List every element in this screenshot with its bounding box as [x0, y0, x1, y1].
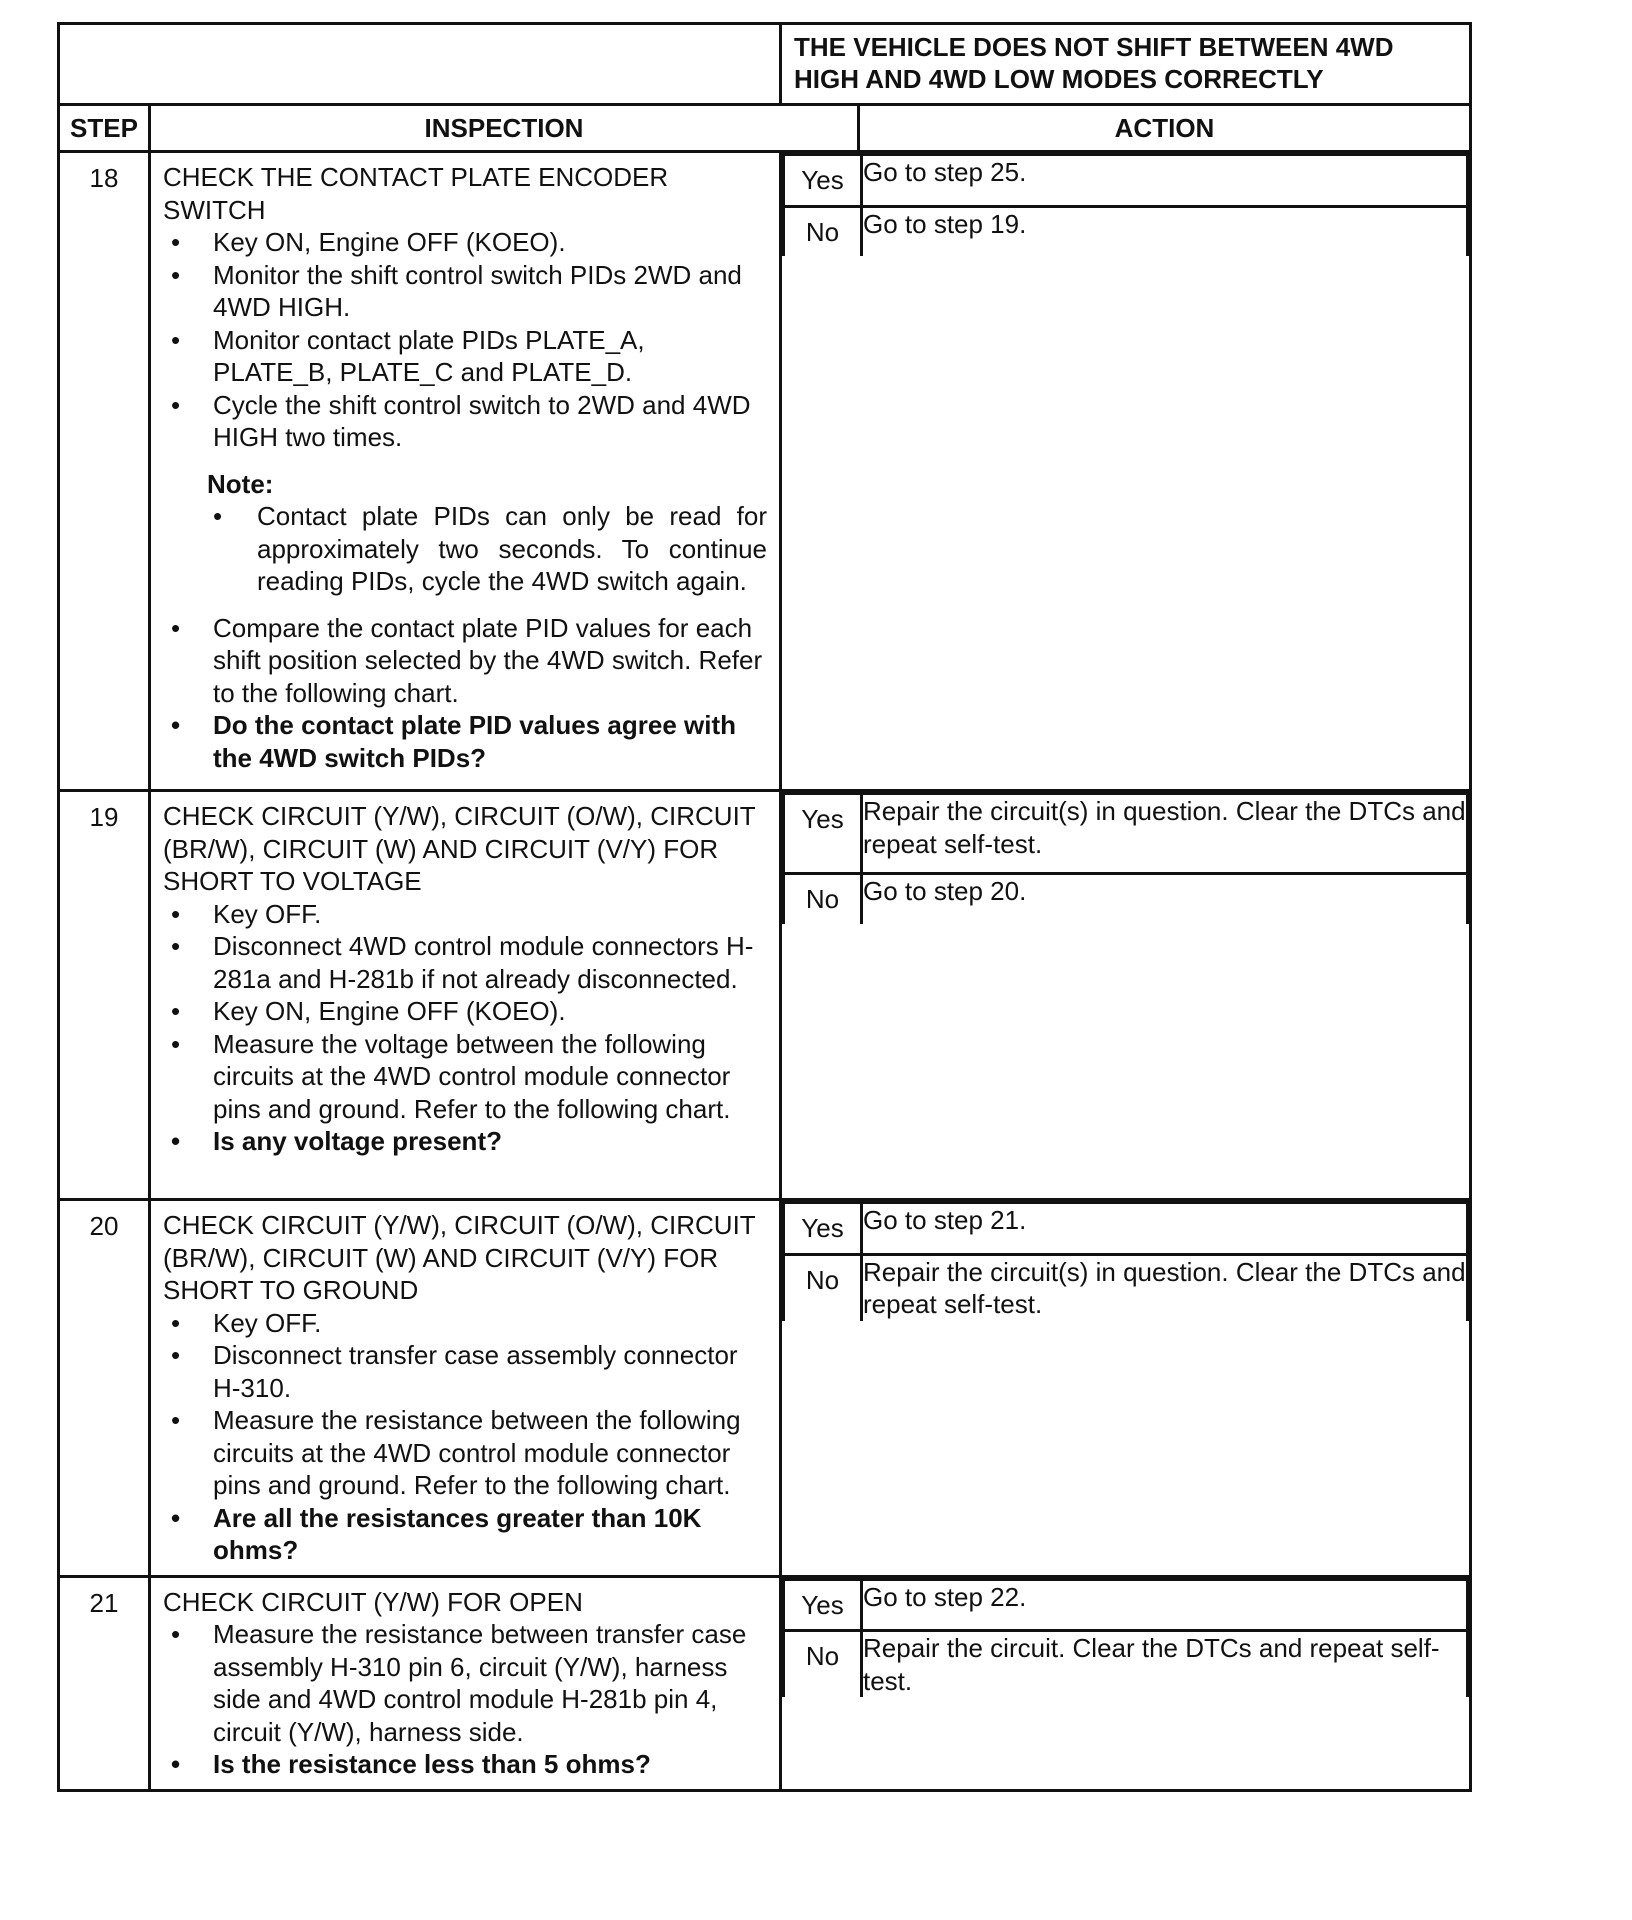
header-row	[59, 105, 1471, 152]
step-actions	[781, 1576, 1471, 1790]
list-item: • Monitor contact plate PIDs PLATE_A, PLATE_B, PLATE_C and PLATE_D.	[163, 324, 767, 389]
step-number: 18	[59, 152, 150, 791]
note-title: Note:	[207, 468, 274, 499]
step-inspection	[150, 1576, 781, 1790]
step-heading: CHECK CIRCUIT (Y/W), CIRCUIT (O/W), CIRCUIT (BR/W), CIRCUIT (W) AND CIRCUIT (V/Y) FOR SHORT TO GROUND	[163, 1210, 756, 1305]
header-inspection: INSPECTION	[150, 105, 859, 152]
no-action: Repair the circuit. Clear the DTCs and repeat self-test.	[862, 1631, 1468, 1698]
step-number: 19	[59, 791, 150, 1200]
step-heading: CHECK CIRCUIT (Y/W), CIRCUIT (O/W), CIRCUIT (BR/W), CIRCUIT (W) AND CIRCUIT (V/Y) FOR SHORT TO VOLTAGE	[163, 801, 756, 896]
note-item: • Contact plate PIDs can only be read for approximately two seconds. To continue reading PIDs, cycle the 4WD switch again.	[207, 500, 767, 598]
header-action: ACTION	[859, 105, 1471, 152]
step-inspection	[150, 1200, 781, 1577]
list-item: • Measure the voltage between the following circuits at the 4WD control module connector pins and ground. Refer to the following chart.	[163, 1028, 767, 1126]
step-question: • Is any voltage present?	[163, 1125, 767, 1158]
diagnostic-table-page	[57, 22, 1469, 1792]
no-label: No	[784, 206, 862, 256]
yes-label: Yes	[784, 1579, 862, 1631]
no-label: No	[784, 874, 862, 924]
list-item: • Key OFF.	[163, 1307, 767, 1340]
list-item: • Key ON, Engine OFF (KOEO).	[163, 995, 767, 1028]
step-number: 20	[59, 1200, 150, 1577]
list-item: • Key ON, Engine OFF (KOEO).	[163, 226, 767, 259]
list-item: • Disconnect 4WD control module connectors H-281a and H-281b if not already disconnected.	[163, 930, 767, 995]
step-inspection	[150, 152, 781, 791]
list-item: • Compare the contact plate PID values for each shift position selected by the 4WD switch. Refer to the following chart.	[163, 612, 767, 710]
step-row	[59, 1576, 1471, 1790]
yes-action: Go to step 22.	[862, 1579, 1468, 1631]
header-step: STEP	[59, 105, 150, 152]
no-label: No	[784, 1254, 862, 1321]
step-actions	[781, 152, 1471, 791]
no-action: Go to step 20.	[862, 874, 1468, 924]
list-item: • Measure the resistance between transfer case assembly H-310 pin 6, circuit (Y/W), harness side and 4WD control module H-281b pin 4, circuit (Y/W), harness side.	[163, 1618, 767, 1748]
step-heading: CHECK CIRCUIT (Y/W) FOR OPEN	[163, 1586, 583, 1617]
step-number: 21	[59, 1576, 150, 1790]
step-question: • Are all the resistances greater than 10K ohms?	[163, 1502, 767, 1567]
title-blank-cell	[59, 24, 781, 105]
yes-action: Go to step 25.	[862, 155, 1468, 207]
note-block	[207, 468, 767, 598]
no-action: Go to step 19.	[862, 206, 1468, 256]
step-row	[59, 791, 1471, 1200]
step-actions	[781, 1200, 1471, 1577]
step-heading: CHECK THE CONTACT PLATE ENCODER SWITCH	[163, 162, 669, 225]
no-label: No	[784, 1631, 862, 1698]
list-item: • Disconnect transfer case assembly connector H-310.	[163, 1339, 767, 1404]
step-inspection	[150, 791, 781, 1200]
step-actions	[781, 791, 1471, 1200]
step-question: • Is the resistance less than 5 ohms?	[163, 1748, 767, 1781]
no-action: Repair the circuit(s) in question. Clear the DTCs and repeat self-test.	[862, 1254, 1468, 1321]
step-question: • Do the contact plate PID values agree with the 4WD switch PIDs?	[163, 709, 767, 774]
step-row	[59, 1200, 1471, 1577]
list-item: • Cycle the shift control switch to 2WD and 4WD HIGH two times.	[163, 389, 767, 454]
yes-label: Yes	[784, 1203, 862, 1255]
yes-label: Yes	[784, 155, 862, 207]
list-item: • Monitor the shift control switch PIDs 2WD and 4WD HIGH.	[163, 259, 767, 324]
yes-label: Yes	[784, 794, 862, 874]
list-item: • Key OFF.	[163, 898, 767, 931]
title-row	[59, 24, 1471, 105]
yes-action: Repair the circuit(s) in question. Clear the DTCs and repeat self-test.	[862, 794, 1468, 874]
yes-action: Go to step 21.	[862, 1203, 1468, 1255]
list-item: • Measure the resistance between the following circuits at the 4WD control module connector pins and ground. Refer to the following chart.	[163, 1404, 767, 1502]
diagnostic-table	[57, 22, 1472, 1792]
table-title: THE VEHICLE DOES NOT SHIFT BETWEEN 4WD HIGH AND 4WD LOW MODES CORRECTLY	[781, 24, 1471, 105]
step-row	[59, 152, 1471, 791]
